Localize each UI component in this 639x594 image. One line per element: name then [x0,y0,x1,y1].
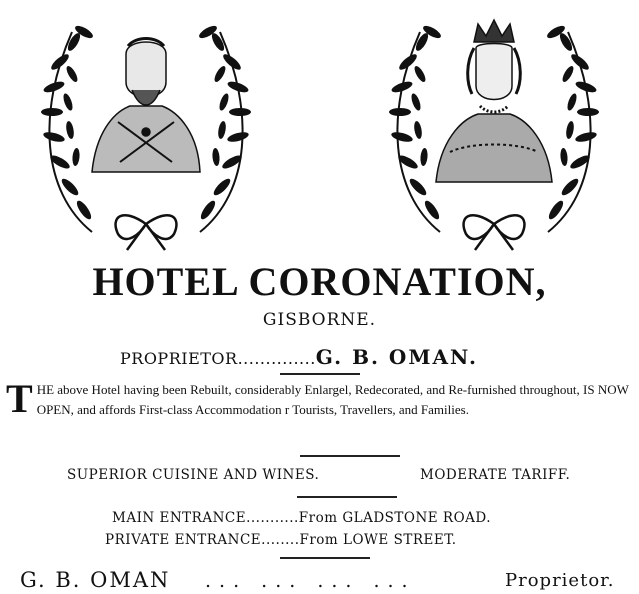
footer-proprietor-name: G. B. OMAN [20,568,171,592]
queen-portrait-laurel-icon [370,2,618,252]
footer-dots: ... ... ... ... [205,570,416,592]
cuisine-feature: SUPERIOR CUISINE AND WINES. [67,467,320,483]
proprietor-line [120,345,478,369]
divider-rule [297,496,397,498]
main-entrance: MAIN ENTRANCE...........From GLADSTONE ROAD. [112,510,492,526]
hotel-description [6,376,634,421]
footer-proprietor-title: Proprietor. [505,570,615,591]
divider-rule [280,373,360,375]
divider-rule [280,557,370,559]
tariff-feature: MODERATE TARIFF. [420,467,571,483]
description-dropcap: T [6,376,33,421]
proprietor-name: G. B. OMAN. [315,345,478,369]
hotel-title: HOTEL CORONATION, [92,259,547,304]
proprietor-label: PROPRIETOR [120,349,238,368]
location-heading: GISBORNE. [262,310,377,330]
description-text: HE above Hotel having been Rebuilt, considerably Enlargel, Redecorated, and Re-furnished throughout, IS NOW OPEN, and affords First-class Accommodation r Tourists, Travellers, and Families. [36,382,629,417]
divider-rule [300,455,400,457]
proprietor-dots: .............. [237,349,316,368]
king-portrait-laurel-icon [22,2,270,252]
private-entrance: PRIVATE ENTRANCE........From LOWE STREET. [105,532,457,548]
